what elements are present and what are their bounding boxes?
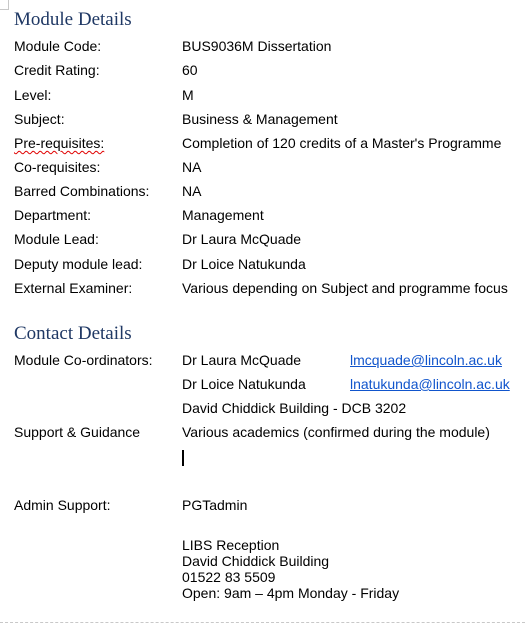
level-label: Level:	[14, 87, 52, 103]
deputy-module-lead-value: Dr Loice Natukunda	[182, 256, 306, 272]
admin-support-value: PGTadmin	[182, 497, 248, 513]
reception-line: David Chiddick Building	[182, 553, 330, 569]
reception-line: 01522 83 5509	[182, 569, 276, 585]
module-code-value: BUS9036M Dissertation	[182, 38, 332, 54]
reception-line: Open: 9am – 4pm Monday - Friday	[182, 585, 400, 601]
contact-details-heading: Contact Details	[14, 323, 132, 344]
coordinator-email-link[interactable]: lmcquade@lincoln.ac.uk	[350, 352, 502, 368]
department-value: Management	[182, 207, 264, 223]
support-guidance-label: Support & Guidance	[14, 424, 141, 440]
credit-rating-value: 60	[182, 62, 198, 78]
barred-combinations-value: NA	[182, 183, 202, 199]
corequisites-label: Co-requisites:	[14, 159, 101, 175]
page-corner-mark	[0, 0, 9, 10]
external-examiner-value: Various depending on Subject and programme focus	[182, 280, 508, 296]
admin-support-label: Admin Support:	[14, 497, 111, 513]
prerequisites-value: Completion of 120 credits of a Master's Programme	[182, 135, 502, 151]
subject-value: Business & Management	[182, 111, 338, 127]
coordinator-name: Dr Loice Natukunda	[182, 376, 306, 392]
department-label: Department:	[14, 207, 92, 223]
support-guidance-value: Various academics (confirmed during the module)	[182, 424, 490, 440]
credit-rating-label: Credit Rating:	[14, 62, 100, 78]
module-coordinators-label: Module Co-ordinators:	[14, 352, 153, 368]
prerequisites-label: Pre-requisites:	[14, 135, 105, 151]
module-lead-label: Module Lead:	[14, 231, 99, 247]
barred-combinations-label: Barred Combinations:	[14, 183, 150, 199]
building-room: David Chiddick Building - DCB 3202	[182, 400, 407, 416]
coordinator-name: Dr Laura McQuade	[182, 352, 302, 368]
external-examiner-label: External Examiner:	[14, 280, 133, 296]
reception-line: LIBS Reception	[182, 537, 280, 553]
level-value: M	[182, 87, 194, 103]
text-cursor	[182, 450, 184, 466]
deputy-module-lead-label: Deputy module lead:	[14, 256, 143, 272]
module-details-heading: Module Details	[14, 9, 132, 30]
corequisites-value: NA	[182, 159, 202, 175]
module-lead-value: Dr Laura McQuade	[182, 231, 302, 247]
module-code-label: Module Code:	[14, 38, 102, 54]
page-bottom-rule	[0, 622, 525, 623]
coordinator-email-link[interactable]: lnatukunda@lincoln.ac.uk	[350, 376, 510, 392]
subject-label: Subject:	[14, 111, 65, 127]
